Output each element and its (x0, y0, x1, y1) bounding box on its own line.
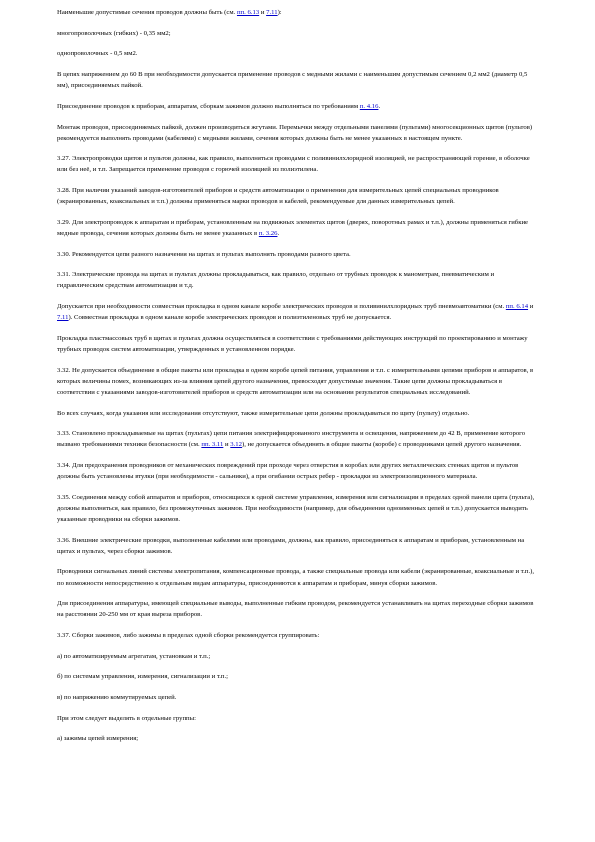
cross-reference-link[interactable]: пп. 6.14 (505, 303, 529, 311)
paragraph (57, 428, 540, 450)
paragraph (57, 651, 540, 662)
paragraph (57, 566, 540, 588)
paragraph-text: Для присоединения аппаратуры, имеющей специальные выводы, выполненные гибким проводом, рекомендуется устанавливать на щитах переходные сборки зажимов на расстоянии 20-250 мм от края выреза приборов. (57, 600, 534, 619)
paragraph-text: а) по автоматизируемым агрегатам, установкам и т.п.; (57, 652, 211, 660)
paragraph (57, 408, 540, 419)
paragraph (57, 48, 540, 59)
paragraph-text: ): (277, 9, 282, 16)
paragraph-text: . (378, 102, 381, 110)
paragraph-text: 3.34. Для предохранения проводников от механических повреждений при проходе через отверстия в коробах или других металлических стенках щитов и пультов должны быть установлены втулки (при необходимости - сальники), а при огибании острых ребер - прокладки из электроизоляционного материала. (57, 462, 519, 481)
cross-reference-link[interactable]: 7.11 (57, 314, 69, 322)
paragraph-text: и (259, 9, 267, 16)
paragraph-text: . (277, 229, 280, 237)
cross-reference-link[interactable]: 7.11 (266, 9, 278, 16)
paragraph-text: Допускается при необходимости совместная прокладка в одном канале коробе электрических проводов и поливинилхлоридных труб пневмоавтоматики (см. (57, 303, 506, 311)
paragraph (57, 733, 540, 744)
paragraph-text: 3.29. Для электропроводок к аппаратам и приборам, установленным на подвижных элементах щитов (дверях, поворотных рамах и т.п.), должны применяться гибкие медные провода, сечения которых должны быть не менее указанных в (57, 218, 528, 237)
paragraph-text: ). Совместная прокладка в одном канале коробе электрических проводов и полиэтиленовых труб не допускается. (68, 314, 392, 322)
cross-reference-link[interactable]: п. 4.16 (359, 102, 379, 110)
paragraph (57, 630, 540, 641)
paragraph (57, 301, 540, 323)
paragraph (57, 101, 540, 112)
cross-reference-link[interactable]: пп. 6.13 (236, 9, 260, 16)
paragraph (57, 28, 540, 39)
paragraph-text: многопроволочных (гибких) - 0,35 мм2; (57, 29, 171, 37)
paragraph (57, 185, 540, 207)
paragraph-text: 3.37. Сборки зажимов, либо зажимы в пределах одной сборки рекомендуется группировать: (57, 632, 320, 640)
paragraph-text: и (223, 441, 231, 449)
paragraph (57, 598, 540, 620)
paragraph-text: 3.36. Внешние электрические проводки, выполненные кабелями или проводами, должны, как правило, присоединяться к аппаратам и приборам, установленным на щитах и пультах, через сборки зажимов. (57, 536, 525, 555)
paragraph (57, 153, 540, 175)
paragraph-text: 3.31. Электрические провода на щитах и пультах должны прокладываться, как правило, отдельно от трубных проводок к манометрам, пневматическим и гидравлическим средствам автоматизации и т.д. (57, 271, 495, 290)
paragraph (57, 269, 540, 291)
cross-reference-link[interactable]: пп. 3.11 (201, 441, 224, 449)
paragraph (57, 217, 540, 239)
paragraph-text: Монтаж проводов, присоединяемых пайкой, должен производиться жгутами. Перемычки между отдельными панелями (пультами) многосекционных щитов (пультов) рекомендуется выполнять проводами (кабелями) с медными жилами, сечения которых должны быть не менее указанных в настоящем пункте. (57, 123, 533, 142)
paragraph (57, 692, 540, 703)
paragraph-text: а) зажимы цепей измерения; (57, 735, 139, 743)
paragraph-text: 3.27. Электропроводки щитов и пультов должны, как правило, выполняться проводами с поливинилхлоридной изоляцией, не распространяющей горение, в оболочке или без неё, и т.п. Запрещается применение проводов с горючей изоляцией из полиэтилена. (57, 155, 530, 174)
paragraph (57, 122, 540, 144)
paragraph-text: При этом следует выделять в отдельные группы: (57, 714, 196, 722)
paragraph-text: В цепях напряжением до 60 В при необходимости допускается применение проводов с медными жилами с наименьшим допустимым сечением 0,2 мм2 (диаметр 0,5 мм), присоединяемых пайкой. (57, 71, 528, 90)
paragraph-text: Прокладка пластмассовых труб в щитах и пультах должна осуществляться в соответствии с требованиями действующих инструкций по проектированию и монтажу трубных проводок систем автоматизации, утвержденных в установленном порядке. (57, 334, 528, 353)
paragraph (57, 249, 540, 260)
paragraph-text: Наименьшие допустимые сечения проводов должны быть (см. (57, 9, 237, 16)
paragraph-text: 3.28. При наличии указаний заводов-изготовителей приборов и средств автоматизации о применении для измерительных цепей специальных проводников (экранированных, коаксиальных и т.п.) должны применяться марки проводов и кабелей, рекомендуемые для данных измерительных цепей. (57, 187, 499, 206)
paragraph-text: ), не допускается объединять в общие пакеты (коробе) с проводниками цепей другого назначения. (241, 441, 522, 449)
paragraph (57, 365, 540, 398)
paragraph-text: однопроволочных - 0,5 мм2. (57, 50, 138, 58)
paragraph (57, 460, 540, 482)
paragraph (57, 671, 540, 682)
paragraph (57, 69, 540, 91)
paragraph-text: 3.33. Становлено прокладываемые на щитах (пультах) цепи питания электрифицированного инструмента и освещения, напряжением до 42 В, применение которого вызвано требованиями техники безопасности (см. (57, 430, 526, 449)
paragraph-text: в) по напряжению коммутируемых цепей. (57, 694, 177, 702)
paragraph-text: 3.35. Соединения между собой аппаратов и приборов, относящихся к одной системе управления, измерения или сигнализации в пределах одной панели щита (пульта), должны выполняться, как правило, без промежуточных зажимов. При необходимости (например, для объединения одноименных цепей и т.п.) допускается выводить указанные проводники на сборки зажимов. (57, 493, 535, 523)
paragraph-text: 3.30. Рекомендуется цепи разного назначения на щитах и пультах выполнять проводами разного цвета. (57, 250, 351, 258)
paragraph (57, 492, 540, 525)
paragraph (57, 333, 540, 355)
paragraph-text: Проводники сигнальных линий системы электропитания, компенсационные провода, а также специальные провода или кабели (экранированные, коаксиальные и т.п.), по возможности непосредственно к отдельным видам аппаратуры, присоединяются к аппаратам и приборам, минуя сборки зажимов. (57, 568, 535, 587)
paragraph (57, 535, 540, 557)
paragraph-text: Во всех случаях, когда указания или исследования отсутствуют, также измерительные цепи должны прокладываться по щиту (пульту) отдельно. (57, 409, 470, 417)
cross-reference-link[interactable]: 3.12 (230, 441, 242, 449)
paragraph-text: и (528, 303, 534, 311)
paragraph-text: Присоединение проводов к приборам, аппаратам, сборкам зажимов должно выполняться по требованиям (57, 102, 360, 110)
paragraph (57, 7, 540, 18)
paragraph-text: 3.32. Не допускается объединение в общие пакеты или прокладка в одном коробе цепей питания, управления и т.п. с измерительными цепями приборов и аппаратов, в которых величины помех, возникающих из-за влияния цепей другого назначения, превосходят допустимые значения. Такие цепи должны прокладываться в соответствии с указаниями заводов-изготовителей приборов и средств автоматизации или на основании результатов специальных исследований. (57, 366, 534, 396)
paragraph-text: б) по системам управления, измерения, сигнализации и т.п.; (57, 673, 229, 681)
paragraph (57, 713, 540, 724)
cross-reference-link[interactable]: п. 3.26 (258, 229, 278, 237)
